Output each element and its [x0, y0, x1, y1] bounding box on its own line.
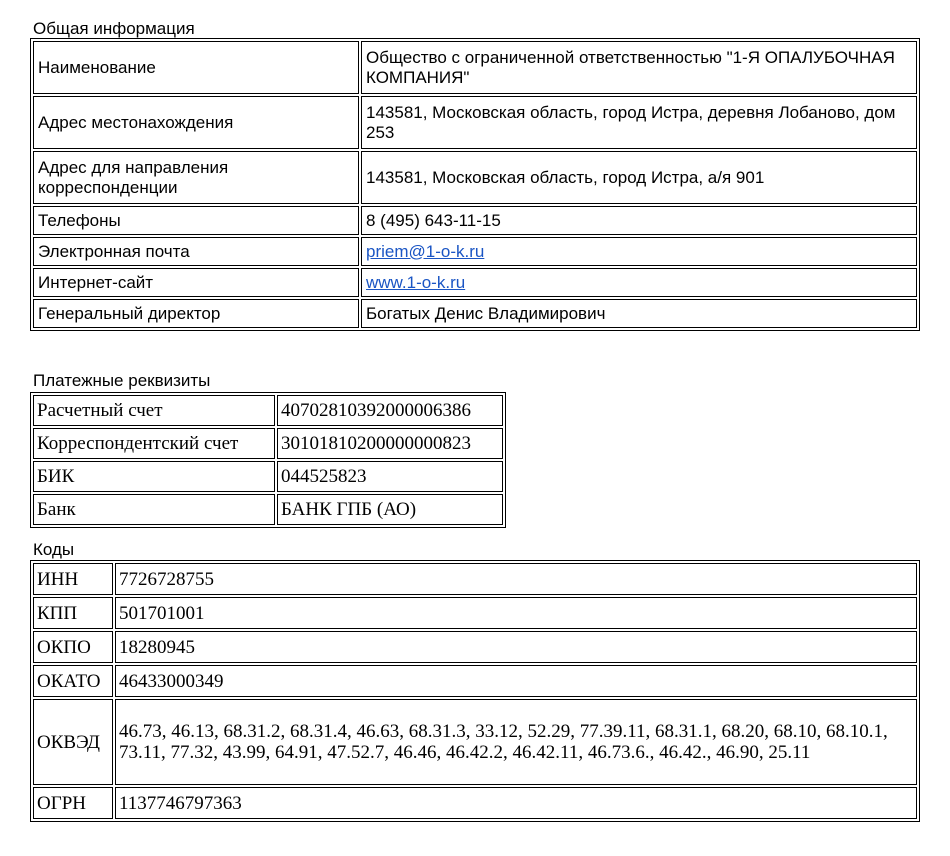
bik-label: БИК: [33, 461, 275, 492]
table-row: [33, 206, 917, 235]
location-address-value: 143581, Московская область, город Истра, деревня Лобаново, дом 253: [361, 96, 917, 149]
inn-label: ИНН: [33, 563, 113, 595]
table-row: [33, 699, 917, 785]
okato-label: ОКАТО: [33, 665, 113, 697]
director-label: Генеральный директор: [33, 299, 359, 328]
bank-label: Банк: [33, 494, 275, 525]
account-label: Расчетный счет: [33, 395, 275, 426]
payment-details-title: Платежные реквизиты: [33, 371, 211, 390]
table-row: [33, 395, 503, 426]
ogrn-value: 1137746797363: [115, 787, 917, 819]
table-row: [33, 428, 503, 459]
location-address-label: Адрес местонахождения: [33, 96, 359, 149]
table-row: [33, 563, 917, 595]
table-row: [33, 597, 917, 629]
okpo-label: ОКПО: [33, 631, 113, 663]
table-row: [33, 665, 917, 697]
website-label: Интернет-сайт: [33, 268, 359, 297]
phones-value: 8 (495) 643-11-15: [361, 206, 917, 235]
email-link[interactable]: priem@1-o-k.ru: [366, 241, 485, 261]
table-row: [33, 151, 917, 204]
table-row: [33, 96, 917, 149]
website-link[interactable]: www.1-o-k.ru: [366, 272, 466, 292]
general-info-title: Общая информация: [33, 19, 195, 38]
bank-value: БАНК ГПБ (АО): [277, 494, 503, 525]
account-value: 40702810392000006386: [277, 395, 503, 426]
corr-account-label: Корреспондентский счет: [33, 428, 275, 459]
kpp-label: КПП: [33, 597, 113, 629]
payment-details-table: [30, 392, 506, 528]
inn-value: 7726728755: [115, 563, 917, 595]
table-row: [33, 268, 917, 297]
table-row: [33, 41, 917, 94]
okato-value: 46433000349: [115, 665, 917, 697]
website-cell: [361, 268, 917, 297]
codes-title: Коды: [33, 540, 75, 559]
table-row: [33, 631, 917, 663]
bik-value: 044525823: [277, 461, 503, 492]
email-label: Электронная почта: [33, 237, 359, 266]
phones-label: Телефоны: [33, 206, 359, 235]
mailing-address-value: 143581, Московская область, город Истра, а/я 901: [361, 151, 917, 204]
name-label: Наименование: [33, 41, 359, 94]
table-row: [33, 787, 917, 819]
okpo-value: 18280945: [115, 631, 917, 663]
name-value: Общество с ограниченной ответственностью "1-Я ОПАЛУБОЧНАЯ КОМПАНИЯ": [361, 41, 917, 94]
okved-label: ОКВЭД: [33, 699, 113, 785]
table-row: [33, 494, 503, 525]
director-value: Богатых Денис Владимирович: [361, 299, 917, 328]
mailing-address-label: Адрес для направления корреспонденции: [33, 151, 359, 204]
table-row: [33, 299, 917, 328]
email-cell: [361, 237, 917, 266]
codes-table: [30, 560, 920, 822]
ogrn-label: ОГРН: [33, 787, 113, 819]
kpp-value: 501701001: [115, 597, 917, 629]
table-row: [33, 461, 503, 492]
corr-account-value: 30101810200000000823: [277, 428, 503, 459]
okved-value: 46.73, 46.13, 68.31.2, 68.31.4, 46.63, 68.31.3, 33.12, 52.29, 77.39.11, 68.31.1, 68.20, 68.10, 68.10.1, 73.11, 77.32, 43.99, 64.91, 47.52.7, 46.46, 46.42.2, 46.42.11, 46.73.6., 46.42., 46.90, 25.11: [115, 699, 917, 785]
general-info-table: [30, 38, 920, 331]
table-row: [33, 237, 917, 266]
